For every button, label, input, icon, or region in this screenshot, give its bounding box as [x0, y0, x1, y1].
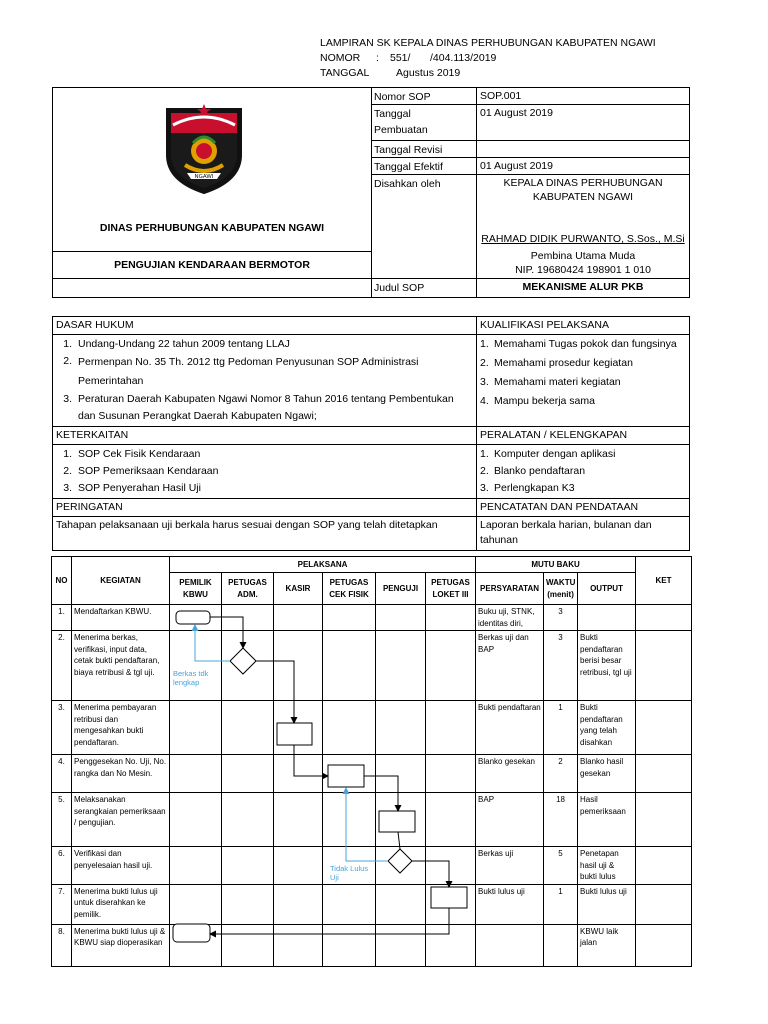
header-right [372, 88, 689, 297]
lampiran-block [320, 36, 656, 81]
row-no: 2. [52, 631, 72, 701]
row-persyaratan: Buku uji, STNK, identitas diri, [476, 605, 544, 631]
list-item: 2. Permenpan No. 35 Th. 2012 ttg Pedoman Penyusunan SOP Administrasi Pemerintahan [63, 355, 419, 387]
kualifikasi-title: KUALIFIKASI PELAKSANA [477, 317, 690, 335]
list-item: 1. Komputer dengan aplikasi [480, 448, 616, 460]
list-item: 3. SOP Penyerahan Hasil Uji [63, 482, 201, 494]
row-disahkan [372, 175, 689, 279]
col-petugas-cek: PETUGAS CEK FISIK [323, 573, 376, 605]
nomor-part-b: /404.113/2019 [430, 52, 497, 64]
peralatan-title: PERALATAN / KELENGKAPAN [477, 427, 690, 445]
row-persyaratan [476, 924, 544, 966]
row-kegiatan: Penggesekan No. Uji, No. rangka dan No Mesin. [72, 755, 170, 793]
tgl-efektif-label: Tanggal Efektif [372, 158, 477, 174]
row-persyaratan: Berkas uji dan BAP [476, 631, 544, 701]
kualifikasi-list [477, 335, 690, 427]
sop-header [52, 87, 690, 298]
nomor-label: NOMOR [320, 52, 361, 64]
tgl-pembuatan-label [372, 105, 477, 140]
judul-label: Judul SOP [372, 279, 477, 297]
disahkan-line1: KEPALA DINAS PERHUBUNGAN [503, 177, 663, 189]
row-no: 6. [52, 847, 72, 885]
row-output: Blanko hasil gesekan [578, 755, 636, 793]
nomor-sop-value: SOP.001 [480, 90, 522, 102]
row-kegiatan: Menerima berkas, verifikasi, input data, cetak bukti pendaftaran, biaya retribusi & tgl uji. [72, 631, 170, 701]
list-item: 2. Memahami prosedur kegiatan [480, 357, 633, 369]
pencatatan-title: PENCATATAN DAN PENDATAAN [477, 499, 690, 517]
disahkan-line2: KABUPATEN NGAWI [532, 191, 634, 203]
list-item: 1. Memahami Tugas pokok dan fungsinya [480, 338, 677, 350]
row-kegiatan: Menerima pembayaran retribusi dan mengesahkan bukti pendaftaran. [72, 701, 170, 755]
col-pemilik: PEMILIK KBWU [170, 573, 222, 605]
tidak-lulus-note: Tidak Lulus Uji [330, 864, 369, 882]
row-judul [372, 279, 689, 297]
row-kegiatan: Mendaftarkan KBWU. [72, 605, 170, 631]
org-name: DINAS PERHUBUNGAN KABUPATEN NGAWI [99, 222, 325, 234]
row-waktu: 3 [544, 631, 578, 701]
berkas-tdk-lengkap-note: Berkas tdk lengkap [173, 669, 209, 687]
row-waktu: 1 [544, 701, 578, 755]
header-left [53, 88, 372, 297]
row-waktu: 5 [544, 847, 578, 885]
keterkaitan-list [53, 445, 477, 499]
row-persyaratan: Bukti pendaftaran [476, 701, 544, 755]
row-no: 3. [52, 701, 72, 755]
row-output [578, 605, 636, 631]
row-output: Bukti lulus uji [578, 884, 636, 924]
row-kegiatan: Melaksanakan serangkaian pemeriksaan / pengujian. [72, 793, 170, 847]
row-waktu: 18 [544, 793, 578, 847]
col-kegiatan: KEGIATAN [72, 557, 170, 605]
row-waktu [544, 924, 578, 966]
row-waktu: 1 [544, 884, 578, 924]
table-row [52, 793, 692, 847]
col-waktu: WAKTU (menit) [544, 573, 578, 605]
table-row [52, 884, 692, 924]
list-item: 2. Blanko pendaftaran [480, 465, 586, 477]
judul-value: MEKANISME ALUR PKB [522, 281, 644, 293]
tgl-efektif-value: 01 August 2019 [480, 160, 553, 172]
pencatatan-text: Laporan berkala harian, bulanan dan tahunan [477, 517, 690, 551]
col-kasir: KASIR [274, 573, 323, 605]
row-tgl-pembuatan [372, 105, 689, 141]
row-no: 1. [52, 605, 72, 631]
dasar-hukum-title: DASAR HUKUM [53, 317, 477, 335]
nomor-sep: : [376, 52, 379, 64]
row-no: 7. [52, 884, 72, 924]
row-nomor-sop [372, 88, 689, 105]
row-output: Penetapan hasil uji & bukti lulus [578, 847, 636, 885]
tgl-pembuatan-label-1: Tanggal [374, 108, 411, 120]
pejabat-pangkat: Pembina Utama Muda [530, 250, 636, 262]
peringatan-title: PERINGATAN [53, 499, 477, 517]
row-persyaratan: BAP [476, 793, 544, 847]
lampiran-nomor [320, 51, 656, 66]
nomor-part-a: 551/ [390, 52, 411, 64]
row-tgl-revisi [372, 141, 689, 158]
row-output: KBWU laik jalan [578, 924, 636, 966]
col-ket: KET [636, 557, 692, 605]
row-output: Hasil pemeriksaan [578, 793, 636, 847]
list-item: 1. Undang-Undang 22 tahun 2009 tentang LLAJ [63, 338, 290, 350]
col-petugas-adm: PETUGAS ADM. [222, 573, 274, 605]
tgl-pembuatan-value: 01 August 2019 [480, 107, 553, 119]
col-pelaksana: PELAKSANA [170, 557, 476, 573]
row-kegiatan: Verifikasi dan penyelesaian hasil uji. [72, 847, 170, 885]
disahkan-label: Disahkan oleh [372, 175, 477, 278]
row-no: 8. [52, 924, 72, 966]
table-row [52, 924, 692, 966]
tgl-revisi-value [477, 141, 689, 157]
col-penguji: PENGUJI [376, 573, 426, 605]
disahkan-value [477, 175, 689, 278]
col-mutu-baku: MUTU BAKU [476, 557, 636, 573]
keterkaitan-title: KETERKAITAN [53, 427, 477, 445]
row-tgl-efektif [372, 158, 689, 175]
row-persyaratan: Berkas uji [476, 847, 544, 885]
tgl-pembuatan-label-2: Pembuatan [374, 124, 428, 136]
list-item: 3. Memahami materi kegiatan [480, 376, 621, 388]
col-output: OUTPUT [578, 573, 636, 605]
list-item: 1. SOP Cek Fisik Kendaraan [63, 448, 201, 460]
list-item: 2. SOP Pemeriksaan Kendaraan [63, 465, 219, 477]
table-row [52, 755, 692, 793]
tgl-revisi-label: Tanggal Revisi [372, 141, 477, 157]
col-no: NO [52, 557, 72, 605]
row-kegiatan: Menerima bukti lulus uji untuk diserahkan ke pemilik. [72, 884, 170, 924]
list-item: 3. Perlengkapan K3 [480, 482, 575, 494]
col-persyaratan: PERSYARATAN [476, 573, 544, 605]
flow-table [51, 556, 692, 967]
logo-text: NGAWI [194, 174, 214, 180]
row-output: Bukti pendaftaran yang telah disahkan [578, 701, 636, 755]
table-row [52, 701, 692, 755]
row-output: Bukti pendaftaran berisi besar retribusi, tgl uji [578, 631, 636, 701]
unit-name: PENGUJIAN KENDARAAN BERMOTOR [53, 251, 371, 279]
table-row [52, 631, 692, 701]
list-item: 4. Mampu bekerja sama [480, 395, 595, 407]
nomor-sop-label: Nomor SOP [372, 88, 477, 104]
col-petugas-loket: PETUGAS LOKET III [426, 573, 476, 605]
row-waktu: 3 [544, 605, 578, 631]
row-kegiatan: Menerima bukti lulus uji & KBWU siap dioperasikan [72, 924, 170, 966]
ngawi-emblem-icon [163, 103, 245, 195]
table-row [52, 605, 692, 631]
peralatan-list [477, 445, 690, 499]
row-waktu: 2 [544, 755, 578, 793]
tanggal-label: TANGGAL [320, 67, 370, 79]
row-no: 4. [52, 755, 72, 793]
info-table [52, 316, 690, 551]
dasar-hukum-list [53, 335, 477, 427]
tanggal-value: Agustus 2019 [396, 67, 461, 79]
lampiran-tanggal [320, 66, 656, 81]
row-no: 5. [52, 793, 72, 847]
row-persyaratan: Bukti lulus uji [476, 884, 544, 924]
peringatan-text: Tahapan pelaksanaan uji berkala harus sesuai dengan SOP yang telah ditetapkan [53, 517, 477, 551]
row-persyaratan: Blanko gesekan [476, 755, 544, 793]
lampiran-title: LAMPIRAN SK KEPALA DINAS PERHUBUNGAN KABUPATEN NGAWI [320, 37, 656, 49]
list-item: 3. Peraturan Daerah Kabupaten Ngawi Nomor 8 Tahun 2016 tentang Pembentukan dan Susunan Perangkat Daerah Kabupaten Ngawi; [63, 393, 454, 422]
table-row [52, 847, 692, 885]
pejabat-nama: RAHMAD DIDIK PURWANTO, S.Sos., M.Si [481, 233, 685, 245]
pejabat-nip: NIP. 19680424 198901 1 010 [515, 264, 651, 276]
